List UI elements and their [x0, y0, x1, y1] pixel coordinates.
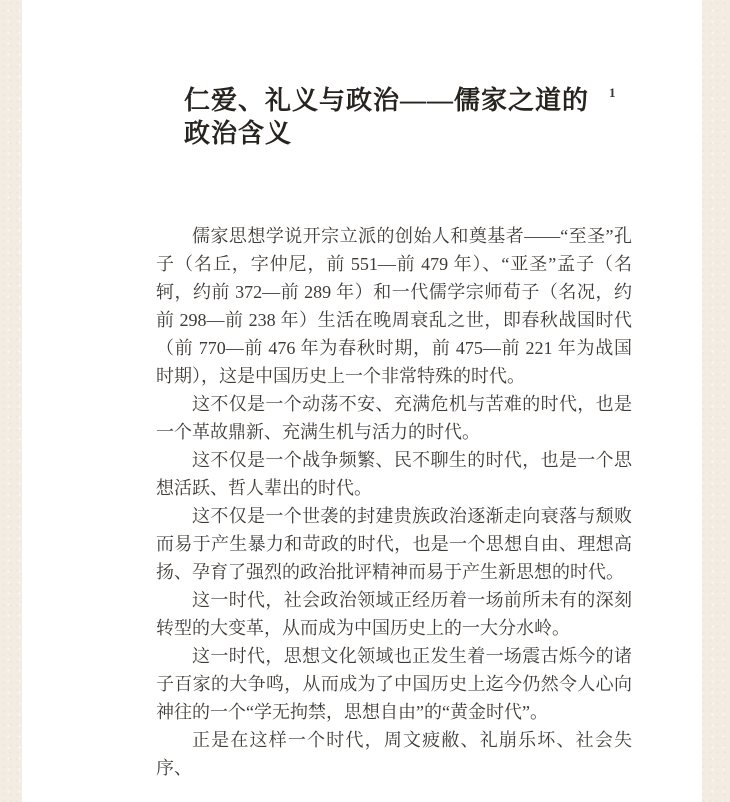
body-paragraph: 这不仅是一个世袭的封建贵族政治逐渐走向衰落与颓败而易于产生暴力和苛政的时代，也是一个思想自由、理想高扬、孕育了强烈的政治批评精神而易于产生新思想的时代。 [156, 506, 632, 582]
book-page [22, 0, 702, 802]
chapter-title-line-2: 政治含义 [184, 119, 293, 148]
chapter-body [156, 222, 632, 782]
footnote-marker: 1 [609, 85, 616, 100]
chapter-title [184, 84, 654, 150]
body-paragraph: 这一时代，社会政治领域正经历着一场前所未有的深刻转型的大变革，从而成为中国历史上的一大分水岭。 [156, 590, 632, 638]
body-paragraph: 儒家思想学说开宗立派的创始人和奠基者——“至圣”孔子（名丘，字仲尼，前 551—前 479 年）、“亚圣”孟子（名轲，约前 372—前 289 年）和一代儒学宗师荀子（名况，约前 298—前 238 年）生活在晚周衰乱之世，即春秋战国时代（前 770—前 476 年为春秋时期，前 475—前 221 年为战国时期），这是中国历史上一个非常特殊的时代。 [156, 226, 632, 386]
chapter-title-line-1: 仁爱、礼义与政治——儒家之道的 [184, 86, 590, 115]
body-paragraph: 这不仅是一个动荡不安、充满危机与苦难的时代，也是一个革故鼎新、充满生机与活力的时代。 [156, 394, 632, 442]
body-paragraph: 这一时代，思想文化领域也正发生着一场震古烁今的诸子百家的大争鸣，从而成为了中国历史上迄今仍然令人心向神往的一个“学无拘禁，思想自由”的“黄金时代”。 [156, 646, 632, 722]
body-paragraph: 正是在这样一个时代，周文疲敝、礼崩乐坏、社会失序、 [156, 730, 632, 778]
body-paragraph: 这不仅是一个战争频繁、民不聊生的时代，也是一个思想活跃、哲人辈出的时代。 [156, 450, 632, 498]
